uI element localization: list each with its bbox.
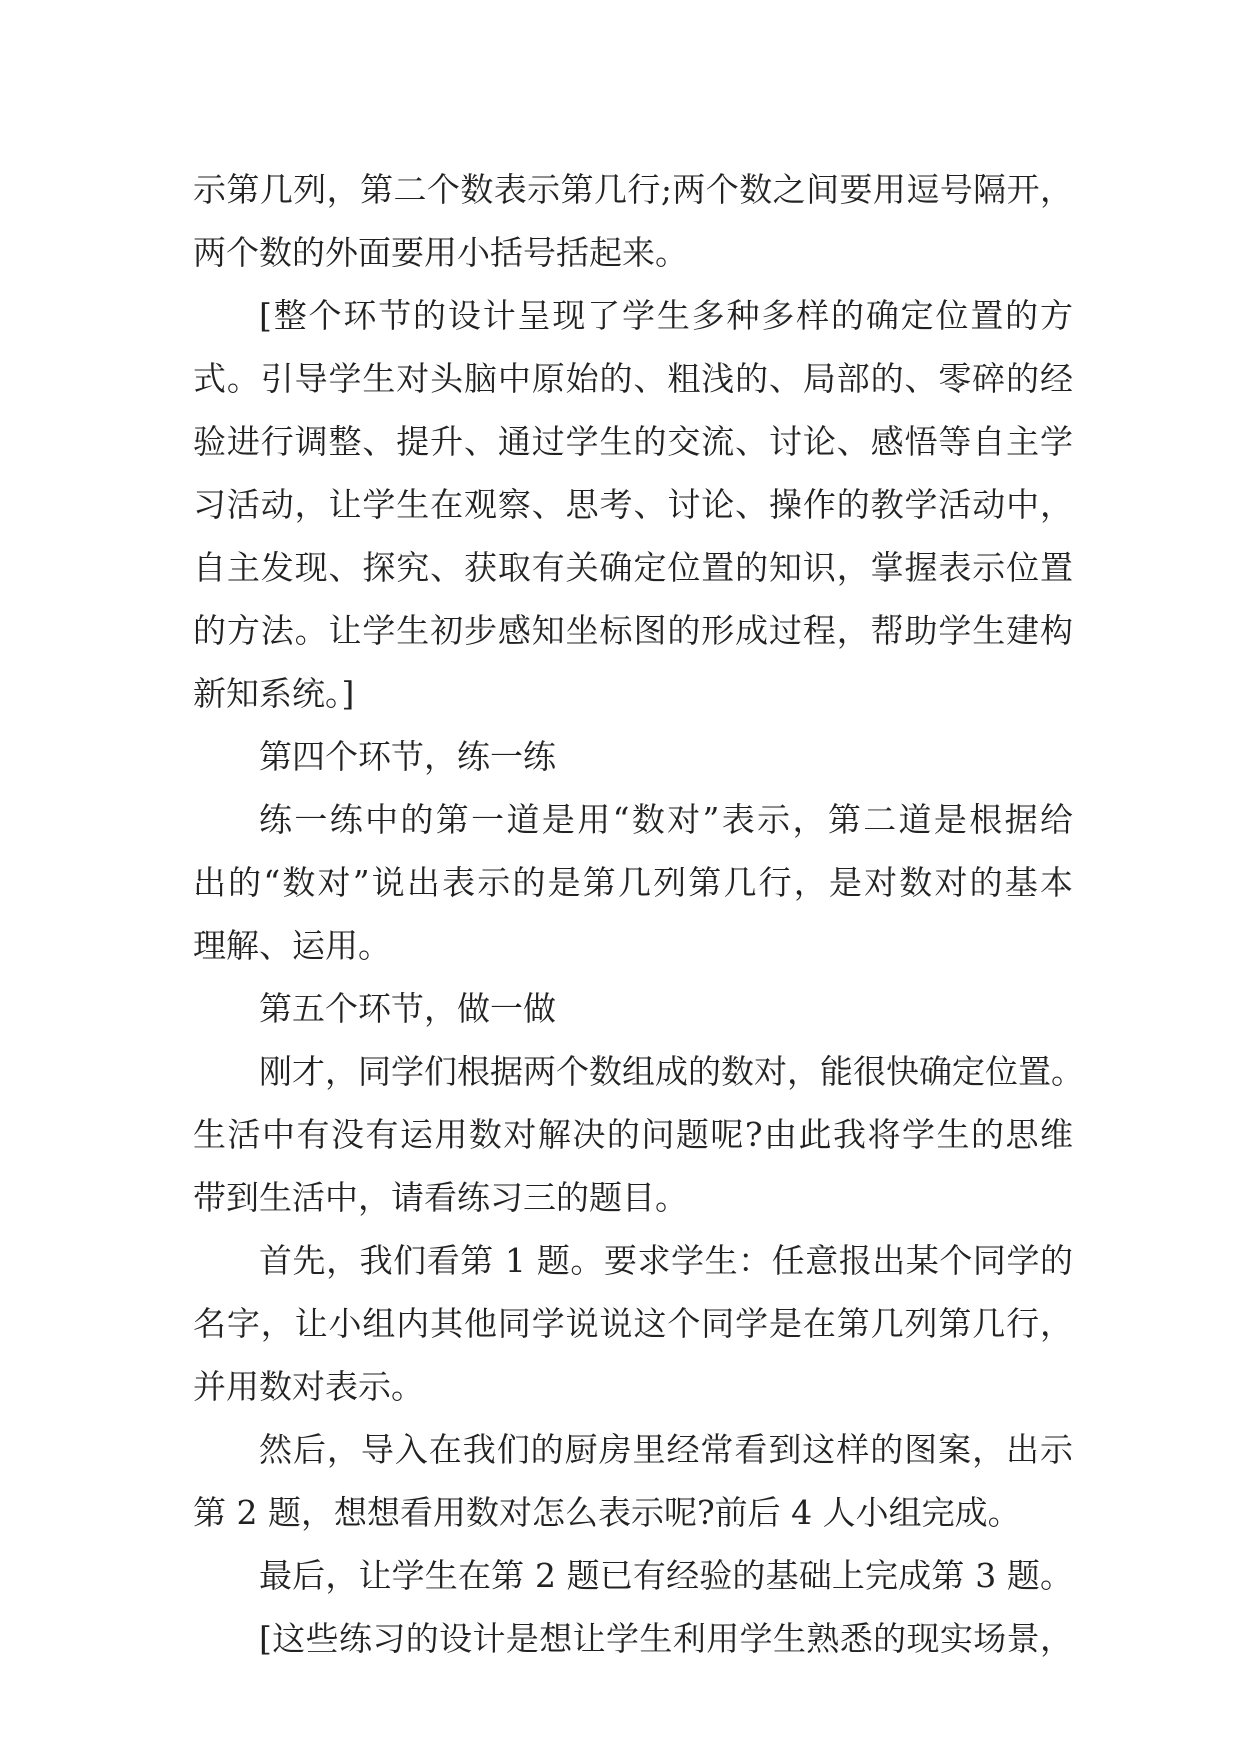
text-line: 式。引导学生对头脑中原始的、粗浅的、局部的、零碎的经 — [193, 359, 1073, 398]
text-line: 首先，我们看第 1 题。要求学生：任意报出某个同学的 — [259, 1241, 1073, 1280]
section-heading: 第五个环节，做一做 — [259, 989, 556, 1028]
text-line: 自主发现、探究、获取有关确定位置的知识，掌握表示位置 — [193, 548, 1073, 587]
text-line: 练一练中的第一道是用“数对”表示，第二道是根据给 — [259, 800, 1073, 839]
text-line: 示第几列，第二个数表示第几行;两个数之间要用逗号隔开， — [193, 170, 1073, 209]
text-line: 刚才，同学们根据两个数组成的数对，能很快确定位置。 — [259, 1052, 1084, 1091]
text-line: [这些练习的设计是想让学生利用学生熟悉的现实场景， — [259, 1619, 1073, 1658]
document-body — [193, 158, 1084, 1670]
text-line: 第 2 题，想想看用数对怎么表示呢?前后 4 人小组完成。 — [193, 1493, 1021, 1532]
text-line: 生活中有没有运用数对解决的问题呢?由此我将学生的思维 — [193, 1115, 1073, 1154]
text-line: 然后，导入在我们的厨房里经常看到这样的图案，出示 — [259, 1430, 1073, 1469]
text-line: 名字，让小组内其他同学说说这个同学是在第几列第几行， — [193, 1304, 1073, 1343]
text-line: [整个环节的设计呈现了学生多种多样的确定位置的方 — [259, 296, 1073, 335]
text-line: 习活动，让学生在观察、思考、讨论、操作的教学活动中， — [193, 485, 1073, 524]
text-line: 两个数的外面要用小括号括起来。 — [193, 233, 688, 272]
text-line: 带到生活中，请看练习三的题目。 — [193, 1178, 688, 1217]
text-line: 的方法。让学生初步感知坐标图的形成过程，帮助学生建构 — [193, 611, 1073, 650]
section-heading: 第四个环节，练一练 — [259, 737, 556, 776]
text-line: 验进行调整、提升、通过学生的交流、讨论、感悟等自主学 — [193, 422, 1073, 461]
text-line: 并用数对表示。 — [193, 1367, 424, 1406]
text-line: 新知系统。] — [193, 674, 355, 713]
text-line: 最后，让学生在第 2 题已有经验的基础上完成第 3 题。 — [259, 1556, 1073, 1595]
text-line: 出的“数对”说出表示的是第几列第几行，是对数对的基本 — [193, 863, 1073, 902]
text-line: 理解、运用。 — [193, 926, 391, 965]
